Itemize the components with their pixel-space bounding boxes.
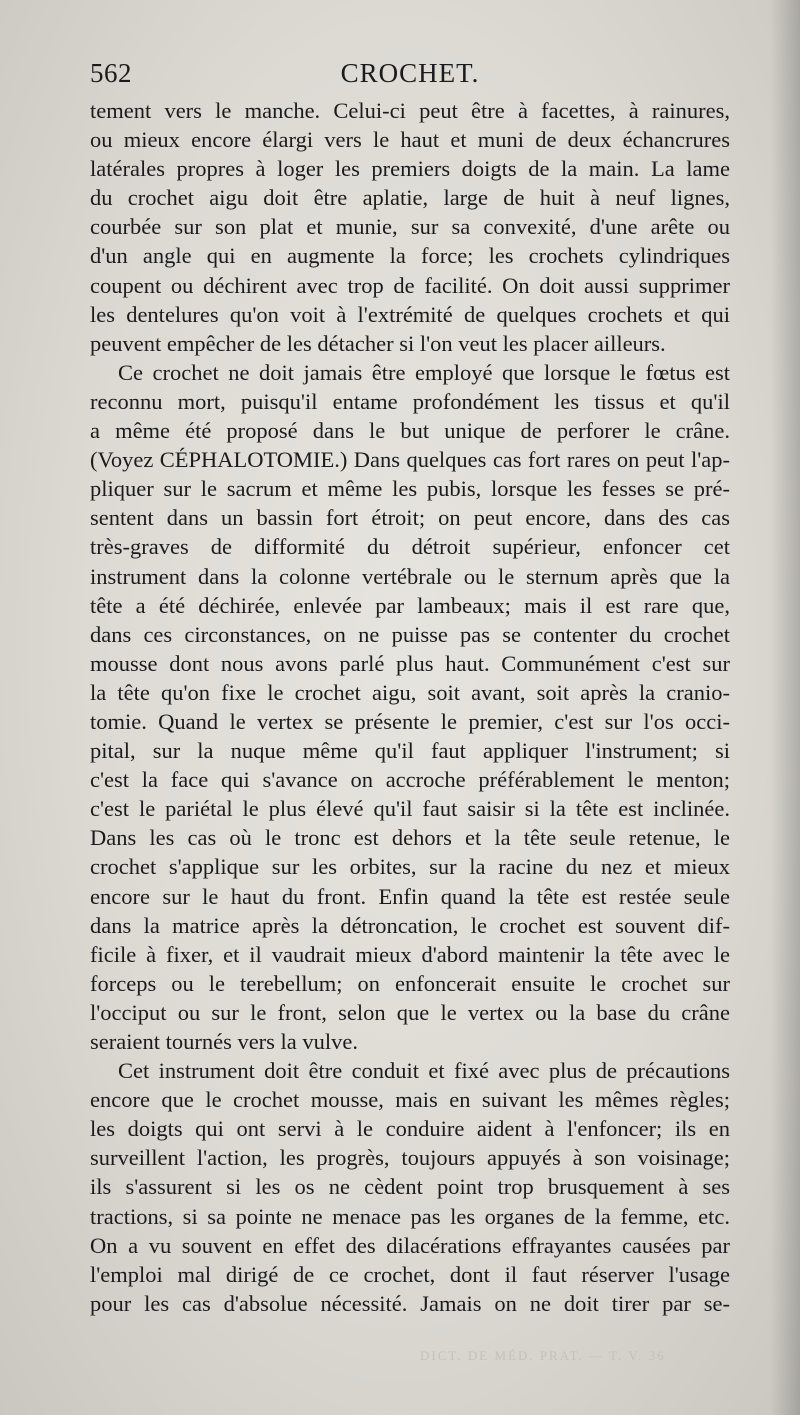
text-line: tement vers le manche. Celui-ci peut être à facettes, à rainures, [90, 98, 730, 123]
text-line: peuvent empêcher de les détacher si l'on veut les placer ailleurs. [90, 330, 666, 356]
text-line: très-graves de difformité du détroit supérieur, enfoncer cet [90, 534, 730, 560]
text-line: Cet instrument doit être conduit et fixé avec plus de précautions [118, 1058, 730, 1084]
text-line: les doigts qui ont servi à le conduire aident à l'enfoncer; ils en [90, 1116, 730, 1142]
body-text [90, 96, 730, 1318]
text-line: a même été proposé dans le but unique de perforer le crâne. [90, 418, 730, 444]
text-line: (Voyez CÉPHALOTOMIE.) Dans quelques cas fort rares on peut l'ap- [90, 447, 730, 473]
page-header [90, 58, 730, 92]
text-line: ou mieux encore élargi vers le haut et muni de deux échancrures [90, 127, 730, 153]
text-line: instrument dans la colonne vertébrale ou le sternum après que la [90, 563, 730, 589]
text-line: pital, sur la nuque même qu'il faut appliquer l'instrument; si [90, 738, 730, 764]
text-line: l'emploi mal dirigé de ce crochet, dont il faut réserver l'usage [90, 1261, 730, 1287]
text-line: c'est le pariétal le plus élevé qu'il faut saisir si la tête est inclinée. [90, 796, 730, 822]
text-line: mousse dont nous avons parlé plus haut. Communément c'est sur [90, 650, 730, 676]
text-line: Ce crochet ne doit jamais être employé que lorsque le fœtus est [118, 359, 730, 385]
text-line: reconnu mort, puisqu'il entame profondément les tissus et qu'il [90, 388, 730, 414]
text-line: la tête qu'on fixe le crochet aigu, soit avant, soit après la cranio- [90, 679, 730, 705]
text-line: dans ces circonstances, on ne puisse pas se contenter du crochet [90, 621, 730, 647]
text-line: ficile à fixer, et il vaudrait mieux d'abord maintenir la tête avec le [90, 941, 730, 967]
text-line: du crochet aigu doit être aplatie, large de huit à neuf lignes, [90, 185, 730, 211]
printer-signature: DICT. DE MÉD. PRAT. — T. V. 36 [420, 1348, 666, 1363]
text-line: tractions, si sa pointe ne menace pas les organes de la femme, etc. [90, 1203, 730, 1229]
text-line: tomie. Quand le vertex se présente le premier, c'est sur l'os occi- [90, 708, 730, 734]
text-line: l'occiput ou sur le front, selon que le vertex ou la base du crâne [90, 999, 730, 1025]
text-line: On a vu souvent en effet des dilacérations effrayantes causées par [90, 1232, 730, 1258]
text-line: crochet s'applique sur les orbites, sur la racine du nez et mieux [90, 854, 730, 880]
text-line: c'est la face qui s'avance on accroche préférablement le menton; [90, 767, 730, 793]
text-line: d'un angle qui en augmente la force; les crochets cylindriques [90, 243, 730, 269]
page-number: 562 [90, 58, 132, 88]
text-line: Dans les cas où le tronc est dehors et la tête seule retenue, le [90, 825, 730, 851]
text-line: pour les cas d'absolue nécessité. Jamais on ne doit tirer par se- [90, 1290, 730, 1316]
text-line: coupent ou déchirent avec trop de facilité. On doit aussi supprimer [90, 272, 730, 298]
page-edge-shadow [770, 0, 800, 1415]
text-line: sentent dans un bassin fort étroit; on peut encore, dans des cas [90, 505, 730, 531]
text-line: encore que le crochet mousse, mais en suivant les mêmes règles; [90, 1087, 730, 1113]
text-line: ils s'assurent si les os ne cèdent point trop brusquement à ses [90, 1174, 730, 1200]
text-line: forceps ou le terebellum; on enfoncerait ensuite le crochet sur [90, 970, 730, 996]
text-line: tête a été déchirée, enlevée par lambeaux; mais il est rare que, [90, 592, 730, 618]
text-line: les dentelures qu'on voit à l'extrémité de quelques crochets et qui [90, 301, 730, 327]
text-line: courbée sur son plat et munie, sur sa convexité, d'une arête ou [90, 214, 730, 240]
text-line: seraient tournés vers la vulve. [90, 1029, 359, 1054]
running-head: CROCHET. [340, 58, 480, 88]
text-line: encore sur le haut du front. Enfin quand la tête est restée seule [90, 883, 730, 909]
text-line: surveillent l'action, les progrès, toujours appuyés à son voisinage; [90, 1145, 730, 1171]
text-line: dans la matrice après la détroncation, le crochet est souvent dif- [90, 912, 730, 938]
text-line: pliquer sur le sacrum et même les pubis, lorsque les fesses se pré- [90, 476, 730, 502]
text-line: latérales propres à loger les premiers doigts de la main. La lame [90, 156, 730, 182]
